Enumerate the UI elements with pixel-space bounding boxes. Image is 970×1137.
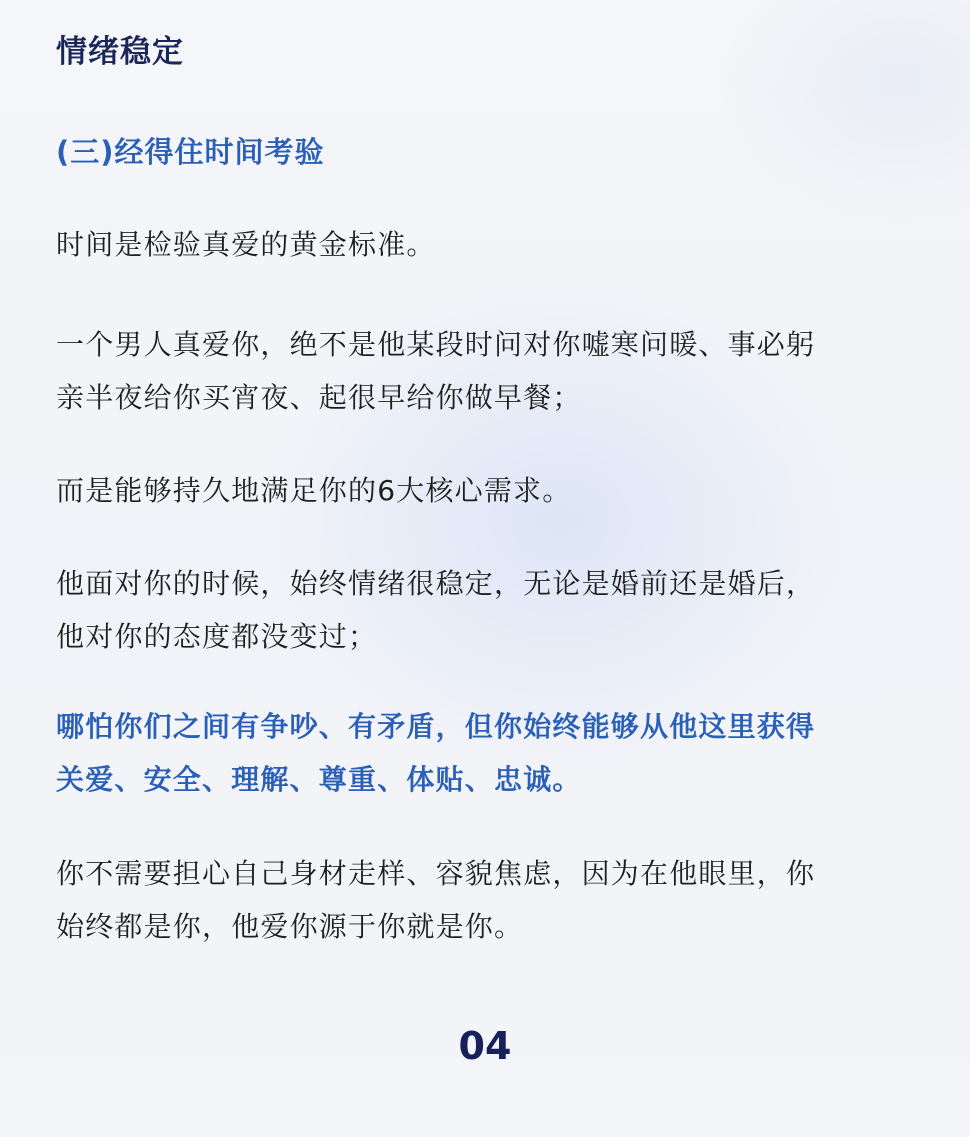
paragraph-line: 而是能够持久地满足你的6大核心需求。 xyxy=(56,474,572,507)
paragraph-line: 关爱、安全、理解、尊重、体贴、忠诚。 xyxy=(56,763,582,796)
paragraph-line: 时间是检验真爱的黄金标准。 xyxy=(56,228,436,261)
paragraph-line: 始终都是你，他爱你源于你就是你。 xyxy=(56,910,524,943)
paragraph-1 xyxy=(56,218,922,271)
paragraph-4 xyxy=(56,557,922,663)
page-title: 情绪稳定 xyxy=(56,34,184,70)
paragraph-line: 哪怕你们之间有争吵、有矛盾，但你始终能够从他这里获得 xyxy=(56,710,816,743)
paragraph-line: 一个男人真爱你，绝不是他某段时问对你嘘寒问暖、事必躬 xyxy=(56,328,816,361)
paragraph-3 xyxy=(56,464,922,517)
paragraph-line: 他对你的态度都没变过； xyxy=(56,620,378,653)
highlighted-paragraph xyxy=(56,700,922,806)
paragraph-6 xyxy=(56,847,922,953)
paragraph-line: 你不需要担心自己身材走样、容貌焦虑，因为在他眼里，你 xyxy=(56,857,816,890)
page-number: 04 xyxy=(458,1024,512,1068)
paragraph-2 xyxy=(56,318,922,424)
section-subtitle: (三)经得住时间考验 xyxy=(56,135,325,169)
paragraph-line: 他面对你的时候，始终情绪很稳定，无论是婚前还是婚后， xyxy=(56,567,816,600)
paragraph-line: 亲半夜给你买宵夜、起很早给你做早餐； xyxy=(56,381,582,414)
